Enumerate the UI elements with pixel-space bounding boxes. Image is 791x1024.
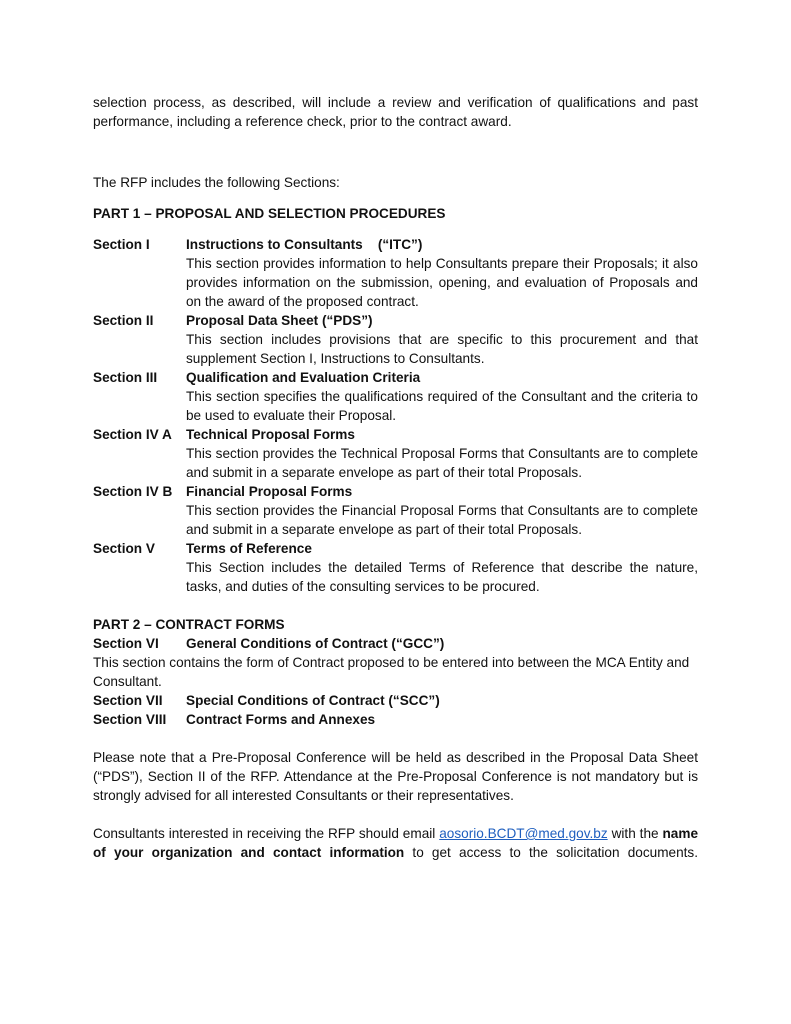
- contact-middle: with the: [607, 826, 663, 841]
- section-item: [93, 634, 698, 653]
- section-title: Technical Proposal Forms: [186, 427, 355, 442]
- section-description: This section provides information to help Consultants prepare their Proposals; it also provides information on the submission, opening, and evaluation of Proposals and on the award of the proposed contract.: [186, 256, 698, 309]
- section-description: This section provides the Technical Proposal Forms that Consultants are to complete and submit in a separate envelope as part of their total Proposals.: [186, 446, 698, 480]
- section-label: Section III: [93, 370, 158, 385]
- section-label: Section V: [93, 541, 155, 556]
- section-description: This section includes provisions that are specific to this procurement and that supplement Section I, Instructions to Consultants.: [186, 332, 698, 366]
- section-item: [93, 482, 698, 539]
- section-label: Section VI: [93, 636, 159, 651]
- section-item: [93, 235, 698, 311]
- section-item: [93, 311, 698, 368]
- section-label: Section II: [93, 313, 154, 328]
- section-title: Special Conditions of Contract (“SCC”): [186, 693, 440, 708]
- part1-heading: PART 1 – PROPOSAL AND SELECTION PROCEDURES: [93, 206, 446, 221]
- section-item: [93, 691, 698, 710]
- section-label: Section IV A: [93, 427, 172, 442]
- conference-note: Please note that a Pre-Proposal Conference will be held as described in the Proposal Data Sheet (“PDS”), Section II of the RFP. Attendance at the Pre-Proposal Conference is not mandatory but is strongly advised for all interested Consultants or their representatives.: [93, 750, 698, 803]
- section-title: Qualification and Evaluation Criteria: [186, 370, 421, 385]
- section-description: This section provides the Financial Proposal Forms that Consultants are to complete and submit in a separate envelope as part of their total Proposals.: [186, 503, 698, 537]
- section-title: General Conditions of Contract (“GCC”): [186, 636, 445, 651]
- section-title: Terms of Reference: [186, 541, 312, 556]
- section-label: Section VIII: [93, 712, 167, 727]
- section-title: Financial Proposal Forms: [186, 484, 353, 499]
- contact-bold-text: name of your organization and contact information: [93, 826, 699, 860]
- section-description: This section contains the form of Contract proposed to be entered into between the MCA Entity and Consultant.: [93, 655, 690, 689]
- part1-section-list: [93, 235, 698, 596]
- part2-heading: PART 2 – CONTRACT FORMS: [93, 617, 285, 632]
- section-description: This Section includes the detailed Terms of Reference that describe the nature, tasks, and duties of the consulting services to be procured.: [186, 560, 698, 594]
- section-item: [93, 710, 698, 729]
- section-item: [93, 539, 698, 596]
- section-title: Contract Forms and Annexes: [186, 712, 376, 727]
- intro-paragraph: selection process, as described, will include a review and verification of qualifications and past performance, including a reference check, prior to the contract award.: [93, 95, 698, 129]
- email-link[interactable]: aosorio.BCDT@med.gov.bz: [439, 826, 608, 841]
- document-page: [93, 93, 698, 862]
- section-item: [93, 368, 698, 425]
- section-description: This section specifies the qualifications required of the Consultant and the criteria to be used to evaluate their Proposal.: [186, 389, 698, 423]
- contact-suffix: to get access to the solicitation documents.: [404, 845, 698, 860]
- contact-prefix: Consultants interested in receiving the RFP should email: [93, 826, 440, 841]
- section-label: Section VII: [93, 693, 163, 708]
- section-title: Instructions to Consultants (“ITC”): [186, 237, 423, 252]
- sections-intro: The RFP includes the following Sections:: [93, 175, 340, 190]
- section-title: Proposal Data Sheet (“PDS”): [186, 313, 373, 328]
- part2-section-list: [93, 634, 698, 729]
- section-label: Section IV B: [93, 484, 173, 499]
- section-item: [93, 425, 698, 482]
- contact-paragraph: [93, 824, 698, 862]
- section-label: Section I: [93, 237, 150, 252]
